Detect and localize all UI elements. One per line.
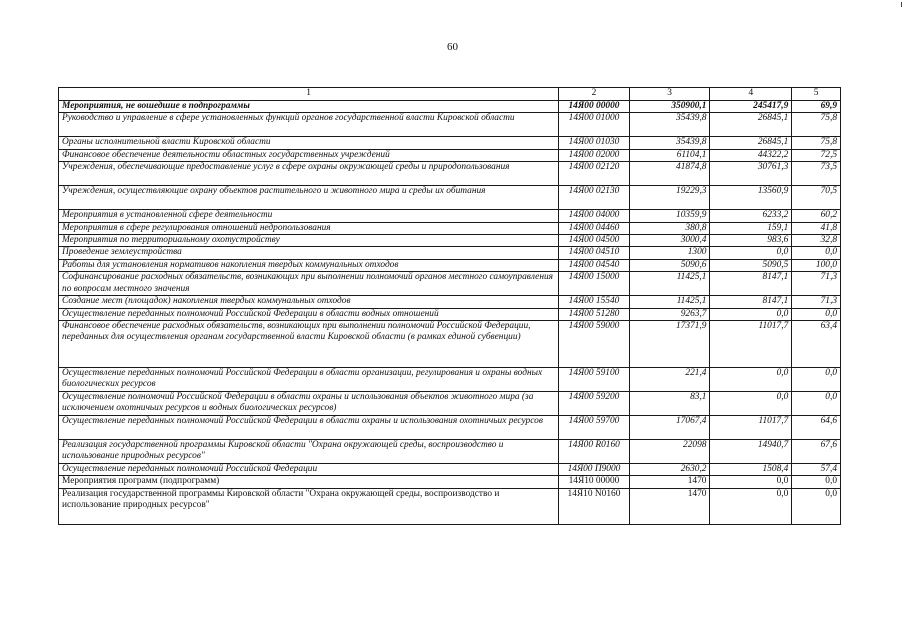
row-planned: 19229,3 bbox=[629, 186, 710, 210]
row-percent: 72,5 bbox=[792, 149, 841, 161]
row-name: Осуществление переданных полномочий Российской Федерации в области организации, регулирования и охраны водных биологических ресурсов bbox=[59, 368, 559, 392]
row-code: 14Я00 02130 bbox=[559, 186, 629, 210]
page-number: 60 bbox=[447, 41, 458, 53]
row-percent: 0,0 bbox=[792, 247, 841, 259]
row-name: Руководство и управление в сфере установленных функций органов государственной власти Кировской области bbox=[59, 113, 559, 137]
edge-mark bbox=[901, 2, 902, 7]
row-percent: 69,9 bbox=[792, 101, 841, 113]
table-row bbox=[59, 186, 841, 210]
table-row bbox=[59, 149, 841, 161]
row-planned: 2630,2 bbox=[629, 464, 710, 476]
table-row bbox=[59, 392, 841, 416]
row-code: 14Я00 51280 bbox=[559, 308, 629, 320]
row-percent: 67,6 bbox=[792, 440, 841, 464]
table-row bbox=[59, 113, 841, 137]
row-code: 14Я00 04000 bbox=[559, 210, 629, 222]
row-executed: 5090,5 bbox=[710, 259, 792, 271]
row-executed: 44322,2 bbox=[710, 149, 792, 161]
row-planned: 350900,1 bbox=[629, 101, 710, 113]
row-executed: 26845,1 bbox=[710, 113, 792, 137]
row-planned: 17371,9 bbox=[629, 321, 710, 368]
row-executed: 0,0 bbox=[710, 392, 792, 416]
row-code: 14Я00 02000 bbox=[559, 149, 629, 161]
row-code: 14Я00 04460 bbox=[559, 222, 629, 234]
row-percent: 64,6 bbox=[792, 416, 841, 440]
row-planned: 41874,8 bbox=[629, 162, 710, 186]
row-percent: 0,0 bbox=[792, 476, 841, 488]
column-number-row bbox=[59, 88, 841, 101]
row-percent: 41,8 bbox=[792, 222, 841, 234]
row-percent: 0,0 bbox=[792, 368, 841, 392]
row-name: Мероприятия, не вошедшие в подпрограммы bbox=[59, 101, 559, 113]
row-executed: 0,0 bbox=[710, 488, 792, 524]
row-executed: 8147,1 bbox=[710, 272, 792, 296]
row-code: 14Я00 01030 bbox=[559, 137, 629, 149]
row-planned: 5090,6 bbox=[629, 259, 710, 271]
table-row bbox=[59, 476, 841, 488]
row-executed: 11017,7 bbox=[710, 416, 792, 440]
row-code: 14Я00 02120 bbox=[559, 162, 629, 186]
table-row bbox=[59, 210, 841, 222]
row-name: Осуществление полномочий Российской Федерации в области охраны и использования объектов животного мира (за исключением охотничьих ресурсов и водных биологических ресурсов) bbox=[59, 392, 559, 416]
row-percent: 0,0 bbox=[792, 308, 841, 320]
row-executed: 13560,9 bbox=[710, 186, 792, 210]
row-code: 14Я00 04540 bbox=[559, 259, 629, 271]
row-code: 14Я00 15000 bbox=[559, 272, 629, 296]
row-executed: 0,0 bbox=[710, 368, 792, 392]
row-planned: 1300 bbox=[629, 247, 710, 259]
row-name: Проведение землеустройства bbox=[59, 247, 559, 259]
row-planned: 1470 bbox=[629, 488, 710, 524]
row-name: Учреждения, обеспечивающие предоставление услуг в сфере охраны окружающей среды и природопользования bbox=[59, 162, 559, 186]
row-planned: 3000,4 bbox=[629, 235, 710, 247]
row-percent: 0,0 bbox=[792, 488, 841, 524]
row-planned: 22098 bbox=[629, 440, 710, 464]
row-code: 14Я00 01000 bbox=[559, 113, 629, 137]
column-number: 2 bbox=[559, 88, 629, 101]
row-planned: 10359,9 bbox=[629, 210, 710, 222]
row-percent: 63,4 bbox=[792, 321, 841, 368]
row-name: Мероприятия по территориальному охотустройству bbox=[59, 235, 559, 247]
row-planned: 11425,1 bbox=[629, 296, 710, 308]
row-name: Осуществление переданных полномочий Российской Федерации в области водных отношений bbox=[59, 308, 559, 320]
row-code: 14Я00 R0160 bbox=[559, 440, 629, 464]
row-executed: 159,1 bbox=[710, 222, 792, 234]
row-code: 14Я00 59000 bbox=[559, 321, 629, 368]
table-row bbox=[59, 416, 841, 440]
row-name: Финансовое обеспечение расходных обязательств, возникающих при выполнении полномочий Российской Федерации, переданных для осуществления органам государственной власти Кировской области (в рамках единой субвенции) bbox=[59, 321, 559, 368]
row-percent: 32,8 bbox=[792, 235, 841, 247]
row-name: Мероприятия в установленной сфере деятельности bbox=[59, 210, 559, 222]
row-executed: 14940,7 bbox=[710, 440, 792, 464]
table-row bbox=[59, 247, 841, 259]
row-planned: 35439,8 bbox=[629, 137, 710, 149]
row-name: Учреждения, осуществляющие охрану объектов растительного и животного мира и среды их обитания bbox=[59, 186, 559, 210]
row-executed: 983,6 bbox=[710, 235, 792, 247]
row-planned: 9263,7 bbox=[629, 308, 710, 320]
row-name: Мероприятия программ (подпрограмм) bbox=[59, 476, 559, 488]
row-percent: 71,3 bbox=[792, 296, 841, 308]
row-code: 14Я00 П9000 bbox=[559, 464, 629, 476]
row-planned: 35439,8 bbox=[629, 113, 710, 137]
row-code: 14Я00 04500 bbox=[559, 235, 629, 247]
row-code: 14Я00 15540 bbox=[559, 296, 629, 308]
row-executed: 30761,3 bbox=[710, 162, 792, 186]
row-code: 14Я00 04510 bbox=[559, 247, 629, 259]
row-percent: 60,2 bbox=[792, 210, 841, 222]
row-executed: 11017,7 bbox=[710, 321, 792, 368]
row-planned: 11425,1 bbox=[629, 272, 710, 296]
row-name: Органы исполнительной власти Кировской области bbox=[59, 137, 559, 149]
row-code: 14Я00 59100 bbox=[559, 368, 629, 392]
table-row bbox=[59, 101, 841, 113]
row-name: Мероприятия в сфере регулирования отношений недропользования bbox=[59, 222, 559, 234]
table-row bbox=[59, 272, 841, 296]
row-name: Реализация государственной программы Кировской области "Охрана окружающей среды, воспроизводство и использование природных ресурсов" bbox=[59, 488, 559, 524]
row-code: 14Я10 N0160 bbox=[559, 488, 629, 524]
table-row bbox=[59, 259, 841, 271]
table-row bbox=[59, 321, 841, 368]
row-executed: 245417,9 bbox=[710, 101, 792, 113]
row-percent: 100,0 bbox=[792, 259, 841, 271]
row-code: 14Я00 59200 bbox=[559, 392, 629, 416]
row-planned: 1470 bbox=[629, 476, 710, 488]
table-row bbox=[59, 464, 841, 476]
table-row bbox=[59, 137, 841, 149]
row-executed: 26845,1 bbox=[710, 137, 792, 149]
table-row bbox=[59, 488, 841, 524]
row-code: 14Я00 00000 bbox=[559, 101, 629, 113]
row-executed: 1508,4 bbox=[710, 464, 792, 476]
row-name: Осуществление переданных полномочий Российской Федерации bbox=[59, 464, 559, 476]
budget-table bbox=[58, 87, 841, 525]
row-name: Софинансирование расходных обязательств, возникающих при выполнении полномочий органов местного самоуправления по вопросам местного значения bbox=[59, 272, 559, 296]
row-percent: 75,8 bbox=[792, 113, 841, 137]
row-executed: 0,0 bbox=[710, 476, 792, 488]
row-planned: 83,1 bbox=[629, 392, 710, 416]
row-code: 14Я10 00000 bbox=[559, 476, 629, 488]
table-row bbox=[59, 222, 841, 234]
row-planned: 61104,1 bbox=[629, 149, 710, 161]
row-executed: 8147,1 bbox=[710, 296, 792, 308]
table-row bbox=[59, 440, 841, 464]
row-planned: 221,4 bbox=[629, 368, 710, 392]
column-number: 3 bbox=[629, 88, 710, 101]
row-name: Финансовое обеспечение деятельности областных государственных учреждений bbox=[59, 149, 559, 161]
row-name: Реализация государственной программы Кировской области "Охрана окружающей среды, воспроизводство и использование природных ресурсов" bbox=[59, 440, 559, 464]
table-row bbox=[59, 162, 841, 186]
table-row bbox=[59, 235, 841, 247]
row-percent: 75,8 bbox=[792, 137, 841, 149]
row-percent: 71,3 bbox=[792, 272, 841, 296]
column-number: 1 bbox=[59, 88, 559, 101]
table-row bbox=[59, 308, 841, 320]
row-code: 14Я00 59700 bbox=[559, 416, 629, 440]
row-name: Работы для установления нормативов накопления твердых коммунальных отходов bbox=[59, 259, 559, 271]
row-percent: 57,4 bbox=[792, 464, 841, 476]
row-percent: 73,5 bbox=[792, 162, 841, 186]
row-percent: 0,0 bbox=[792, 392, 841, 416]
row-planned: 380,8 bbox=[629, 222, 710, 234]
row-percent: 70,5 bbox=[792, 186, 841, 210]
row-name: Осуществление переданных полномочий Российской Федерации в области охраны и использования охотничьих ресурсов bbox=[59, 416, 559, 440]
column-number: 4 bbox=[710, 88, 792, 101]
row-name: Создание мест (площадок) накопления твердых коммунальных отходов bbox=[59, 296, 559, 308]
row-executed: 0,0 bbox=[710, 247, 792, 259]
row-planned: 17067,4 bbox=[629, 416, 710, 440]
column-number: 5 bbox=[792, 88, 841, 101]
row-executed: 0,0 bbox=[710, 308, 792, 320]
table-row bbox=[59, 368, 841, 392]
table-row bbox=[59, 296, 841, 308]
row-executed: 6233,2 bbox=[710, 210, 792, 222]
